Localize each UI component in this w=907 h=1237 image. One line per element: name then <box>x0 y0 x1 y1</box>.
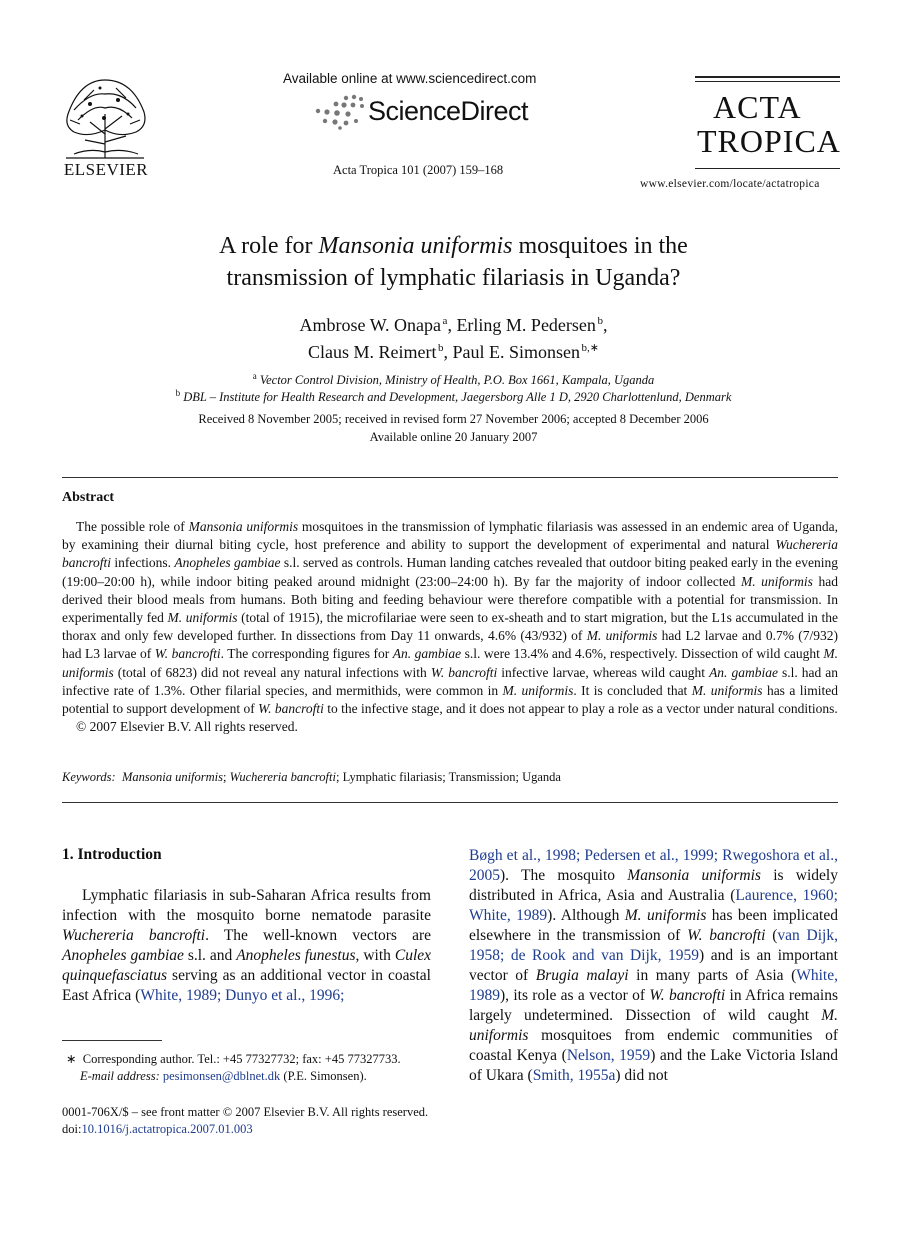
article-dates <box>60 410 847 446</box>
author-name[interactable]: Claus M. Reimert <box>307 342 437 362</box>
citation-link[interactable]: Smith, 1955a <box>532 1067 616 1084</box>
doi-link[interactable]: 10.1016/j.actatropica.2007.01.003 <box>81 1122 253 1136</box>
section-heading-introduction: 1. Introduction <box>62 846 162 863</box>
title-part: mosquitoes in the <box>512 233 688 259</box>
keyword: Wuchereria bancrofti <box>229 770 336 784</box>
citation-link[interactable]: White, 1989 <box>469 967 838 1004</box>
divider <box>62 477 838 478</box>
author-name[interactable]: Ambrose W. Onapa <box>299 315 442 335</box>
title-part: A role for <box>219 233 319 259</box>
affiliation <box>60 372 847 389</box>
author-sep: , <box>602 315 608 335</box>
citation-link[interactable]: van Dijk, 1958; de Rook and van Dijk, 1959 <box>469 927 838 964</box>
keywords: Keywords: Mansonia uniformis; Wuchereria bancrofti; Lymphatic filariasis; Transmission; Uganda <box>62 770 561 784</box>
author-affil-marker[interactable]: a <box>442 315 448 327</box>
affil-marker: b <box>175 388 181 398</box>
elsevier-logo <box>60 74 152 180</box>
right-column-text <box>469 846 838 1086</box>
sciencedirect-dots-icon <box>310 94 368 130</box>
email-suffix: (P.E. Simonsen). <box>280 1069 367 1083</box>
journal-logo-rule <box>695 81 840 82</box>
journal-logo-rule <box>695 168 840 169</box>
citation-link[interactable]: Laurence, 1960; White, 1989 <box>469 887 838 924</box>
doi-label: doi: <box>62 1122 82 1136</box>
keywords-label: Keywords: <box>62 770 116 784</box>
keyword: Mansonia uniformis <box>121 770 224 784</box>
author-name[interactable]: Paul E. Simonsen <box>452 342 581 362</box>
front-matter-info <box>62 1104 428 1138</box>
available-online-text: Available online at www.sciencedirect.com <box>283 71 537 86</box>
abstract-body <box>62 518 838 736</box>
title-line2: transmission of lymphatic filariasis in Uganda? <box>226 265 681 291</box>
footnote-line: ∗ Corresponding author. Tel.: +45 77327732; fax: +45 77327733. <box>66 1052 401 1066</box>
keywords-rest: ; Lymphatic filariasis; Transmission; Uganda <box>335 770 561 784</box>
elsevier-tree-icon <box>60 74 150 160</box>
citation-link[interactable]: Bøgh et al., 1998; Pedersen et al., 1999; Rwegoshora et al., 2005 <box>469 847 838 884</box>
author-affil-marker[interactable]: b <box>597 315 603 327</box>
available-date: Available online 20 January 2007 <box>369 430 538 444</box>
journal-url[interactable]: www.elsevier.com/locate/actatropica <box>640 178 820 190</box>
affiliations <box>60 372 847 406</box>
journal-logo <box>695 76 840 169</box>
email-label: E-mail address: <box>80 1069 160 1083</box>
affil-text: DBL – Institute for Health Research and Development, Jaegersborg Alle 1 D, 2920 Charlottenlund, Denmark <box>183 390 732 404</box>
doi-line <box>62 1121 428 1138</box>
issn-line: 0001-706X/$ – see front matter © 2007 Elsevier B.V. All rights reserved. <box>62 1105 429 1119</box>
affil-text: Vector Control Division, Ministry of Health, P.O. Box 1661, Kampala, Uganda <box>259 373 655 387</box>
author-sep: , <box>447 315 457 335</box>
citation-link[interactable]: White, 1989; Dunyo et al., 1996; <box>140 987 345 1004</box>
author-list <box>60 312 847 366</box>
affiliation <box>60 389 847 406</box>
received-date: Received 8 November 2005; received in revised form 27 November 2006; accepted 8 December 2006 <box>198 412 709 426</box>
journal-title-line2: TROPICA <box>697 123 841 159</box>
abstract-paragraph: The possible role of Mansonia uniformis mosquitoes in the transmission of lymphatic filariasis was assessed in an endemic area of Uganda, by examining their diurnal biting cycle, host preference and ability to support the development of experimental and natural Wuchereria bancrofti infections. Anopheles gambiae s.l. served as controls. Human landing catches revealed that outdoor biting peaked early in the evening (19:00–20:00 h), while indoor biting peaked around midnight (23:00–24:00 h). By far the majority of indoor collected M. uniformis had derived their blood meals from humans. Both biting and feeding behaviour were therefore compatible with a potential for transmission. In experimentally fed M. uniformis (total of 1915), the microfilariae were seen to ex-sheath and to start migration, but the L1s accumulated in the thorax and only few developed further. In dissections from Day 11 onwards, 4.6% (43/932) of M. uniformis had L2 larvae and 0.7% (7/932) had L3 larvae of W. bancrofti. The corresponding figures for An. gambiae s.l. were 13.4% and 4.6%, respectively. Dissection of wild caught M. uniformis (total of 6823) did not reveal any natural infections with W. bancrofti infective larvae, whereas wild caught An. gambiae s.l. had an infective rate of 1.3%. Other filarial species, and mermithids, were common in M. uniformis. It is concluded that M. uniformis has a limited potential to support development of W. bancrofti to the infective stage, and it does not appear to play a role as a vector under natural conditions. <box>62 519 838 717</box>
footnote-rule <box>62 1040 162 1041</box>
sciencedirect-wordmark: ScienceDirect <box>368 96 529 126</box>
journal-logo-rule <box>695 76 840 78</box>
article-title <box>60 230 847 294</box>
divider <box>62 802 838 803</box>
author-affil-marker[interactable]: b <box>438 342 444 354</box>
journal-reference: Acta Tropica 101 (2007) 159–168 <box>333 163 504 177</box>
author-affil-marker[interactable]: b,∗ <box>581 342 599 354</box>
abstract-heading: Abstract <box>62 490 115 505</box>
abstract-copyright: © 2007 Elsevier B.V. All rights reserved. <box>76 719 298 735</box>
intro-paragraph-continued: Bøgh et al., 1998; Pedersen et al., 1999; Rwegoshora et al., 2005). The mosquito Mansonia uniformis is widely distributed in Africa, Asia and Australia (Laurence, 1960; White, 1989). Although M. uniformis has been implicated elsewhere in the transmission of W. bancrofti (van Dijk, 1958; de Rook and van Dijk, 1959) and is an important vector of Brugia malayi in many parts of Asia (White, 1989), its role as a vector of W. bancrofti in Africa remains largely undetermined. Dissection of wild caught M. uniformis mosquitoes from endemic communities of coastal Kenya (Nelson, 1959) and the Lake Victoria Island of Ukara (Smith, 1955a) did not <box>469 847 838 1084</box>
author-sep: , <box>443 342 453 362</box>
sciencedirect-logo[interactable] <box>310 92 550 132</box>
author-name[interactable]: Erling M. Pedersen <box>456 315 596 335</box>
publisher-name: ELSEVIER <box>63 160 149 179</box>
citation-link[interactable]: Nelson, 1959 <box>566 1047 651 1064</box>
email-link[interactable]: pesimonsen@dblnet.dk <box>162 1069 281 1083</box>
corresponding-author-footnote <box>66 1051 401 1085</box>
left-column-text <box>62 886 431 1006</box>
corresponding-info: Corresponding author. Tel.: +45 77327732; fax: +45 77327733. <box>82 1052 401 1066</box>
title-species: Mansonia uniformis <box>318 233 513 259</box>
affil-marker: a <box>252 371 257 381</box>
intro-paragraph: Lymphatic filariasis in sub-Saharan Africa results from infection with the mosquito borne nematode parasite Wuchereria bancrofti. The well-known vectors are Anopheles gambiae s.l. and Anopheles funestus, with Culex quinquefasciatus serving as an additional vector in coastal East Africa (White, 1989; Dunyo et al., 1996; <box>62 887 432 1004</box>
journal-title-line1: ACTA <box>713 89 802 125</box>
footnote-line <box>66 1068 401 1085</box>
